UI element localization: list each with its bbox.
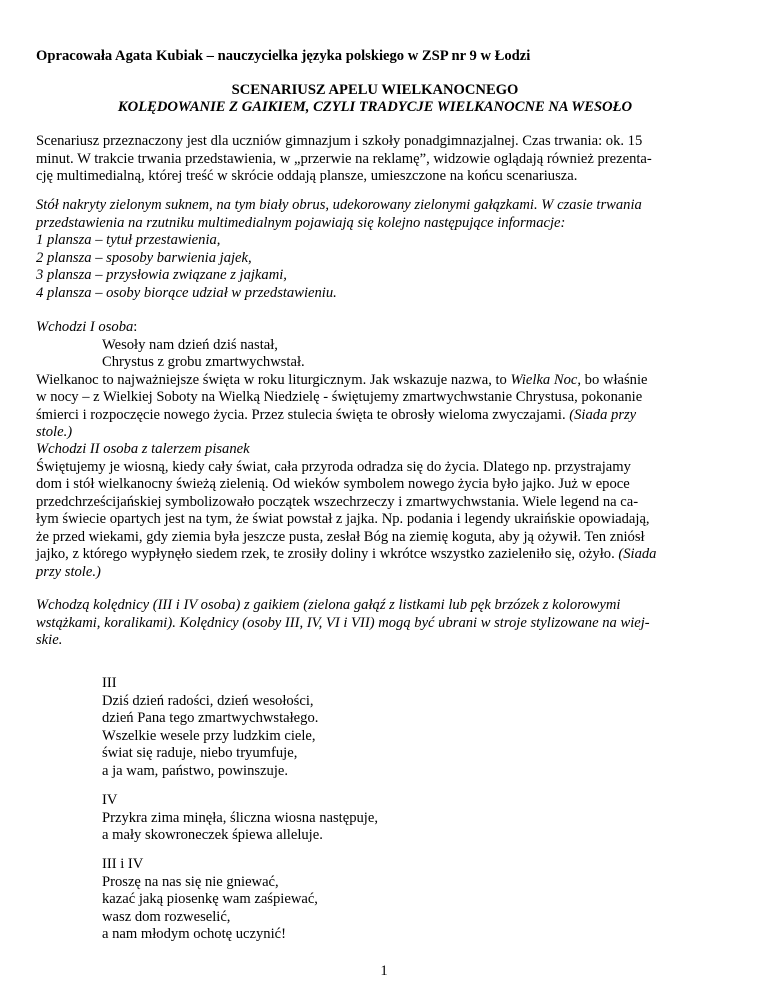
board-item: 3 plansza – przysłowia związane z jajkami, bbox=[36, 267, 287, 283]
scene-2-text-line: przy stole.) bbox=[36, 563, 101, 580]
verse-line: Proszę na nas się nie gniewać, bbox=[102, 873, 279, 890]
scene-2-entry: Wchodzi II osoba z talerzem pisanek bbox=[36, 441, 250, 457]
verse-line: wasz dom rozweselić, bbox=[102, 908, 231, 925]
page-title: SCENARIUSZ APELU WIELKANOCNEGO bbox=[231, 82, 519, 98]
intro-line: minut. W trakcie trwania przedstawienia, w „przerwie na reklamę”, widzowie oglądają również prezenta- bbox=[36, 150, 652, 167]
verse-line: Przykra zima minęła, śliczna wiosna następuje, bbox=[102, 809, 378, 826]
scene-1-text-line: Wielkanoc to najważniejsze święta w roku liturgicznym. Jak wskazuje nazwa, to Wielka Noc, bo właśnie bbox=[36, 371, 648, 388]
scene-1 bbox=[36, 319, 714, 442]
stage-direction-line: przedstawienia na rzutniku multimedialnym pojawiają się kolejno następujące informacje: bbox=[36, 214, 566, 231]
board-item: 4 plansza – osoby biorące udział w przedstawieniu. bbox=[36, 284, 337, 301]
verse-line: Chrystus z grobu zmartwychwstał. bbox=[102, 354, 305, 370]
scene-1-text-line: stole.) bbox=[36, 424, 73, 440]
scene-2-text-line: łym świecie opartych jest na tym, że świat powstał z jajka. Np. podania i legendy ukraińskie opowiadają, bbox=[36, 511, 650, 527]
verse-line: Dziś dzień radości, dzień wesołości, bbox=[102, 692, 314, 709]
scene-2-text-line: Świętujemy je wiosną, kiedy cały świat, cała przyroda odradza się do życia. Dlatego np. przystrajamy bbox=[36, 458, 631, 475]
board-item: 1 plansza – tytuł przestawienia, bbox=[36, 232, 221, 248]
scene-3-direction-line: wstążkami, koralikami). Kolędnicy (osoby III, IV, VI i VII) mogą być ubrani w stroje stylizowane na wiej- bbox=[36, 614, 650, 631]
verse-line: a nam młodym ochotę uczynić! bbox=[102, 926, 286, 942]
verse-line: dzień Pana tego zmartwychwstałego. bbox=[102, 710, 319, 726]
scene-3-direction-line: skie. bbox=[36, 632, 63, 648]
scene-2-text-line: dom i stół wielkanocny świeżą zielenią. Od wieków symbolem nowego życia było jajko. Już w epoce bbox=[36, 476, 630, 492]
scene-1-text-line: śmierci i rozpoczęcie nowego życia. Przez stulecia święta te obrosły wieloma zwyczajami. (Siada przy bbox=[36, 406, 637, 423]
stanza-iii-iv bbox=[102, 856, 702, 944]
page-number: 1 bbox=[380, 963, 388, 979]
verse-line: Wszelkie wesele przy ludzkim ciele, bbox=[102, 727, 316, 744]
scene-3-direction bbox=[36, 597, 714, 650]
speaker-label: III bbox=[102, 675, 117, 691]
scene-2 bbox=[36, 441, 714, 581]
scene-2-text-line: jajko, z którego wypłynęło siedem rzek, te zrosiły doliny i wkrótce wszystko zazieleniło się, ożyło. (Siada bbox=[36, 546, 657, 562]
intro-line: cję multimedialną, której treść w skrócie oddają plansze, umieszczone na końcu scenariusza. bbox=[36, 168, 578, 184]
scene-1-text-line: w nocy – z Wielkiej Soboty na Wielką Niedzielę - świętujemy zmartwychwstanie Chrystusa, pokonanie bbox=[36, 389, 643, 405]
speaker-label: IV bbox=[102, 792, 118, 808]
page-subtitle: KOLĘDOWANIE Z GAIKIEM, CZYLI TRADYCJE WIELKANOCNE NA WESOŁO bbox=[117, 99, 633, 115]
verse-line: Wesoły nam dzień dziś nastał, bbox=[102, 336, 278, 353]
board-item: 2 plansza – sposoby barwienia jajek, bbox=[36, 249, 252, 266]
speaker-label: III i IV bbox=[102, 856, 144, 872]
verse-line: a ja wam, państwo, powinszuje. bbox=[102, 762, 289, 779]
verse-line: świat się raduje, niebo tryumfuje, bbox=[102, 745, 298, 761]
verse-line: kazać jaką piosenkę wam zaśpiewać, bbox=[102, 891, 318, 907]
scene-2-text-line: że przed wiekami, gdy ziemia była jeszcze pusta, zesłał Bóg na ziemię koguta, aby ją ożywił. Ten zniósł bbox=[36, 528, 645, 545]
stanza-iii bbox=[102, 675, 702, 780]
verse-line: a mały skowroneczek śpiewa alleluje. bbox=[102, 827, 323, 843]
scene-3-direction-line: Wchodzą kolędnicy (III i IV osoba) z gaikiem (zielona gałąź z listkami lub pęk brzózek z kolorowymi bbox=[36, 597, 621, 613]
intro-paragraph bbox=[36, 133, 714, 186]
scene-1-entry: Wchodzi I osoba: bbox=[36, 319, 138, 335]
stanza-iv bbox=[102, 792, 702, 845]
stage-direction-line: Stół nakryty zielonym suknem, na tym biały obrus, udekorowany zielonymi gałązkami. W czasie trwania bbox=[36, 197, 642, 213]
scene-2-text-line: przedchrześcijańskiej symbolizowało początek wszechrzeczy i zmartwychwstania. Wiele legend na ca- bbox=[36, 493, 639, 510]
stage-directions bbox=[36, 197, 714, 302]
author-line: Opracowała Agata Kubiak – nauczycielka języka polskiego w ZSP nr 9 w Łodzi bbox=[36, 48, 531, 64]
intro-line: Scenariusz przeznaczony jest dla uczniów gimnazjum i szkoły ponadgimnazjalnej. Czas trwania: ok. 15 bbox=[36, 133, 643, 149]
